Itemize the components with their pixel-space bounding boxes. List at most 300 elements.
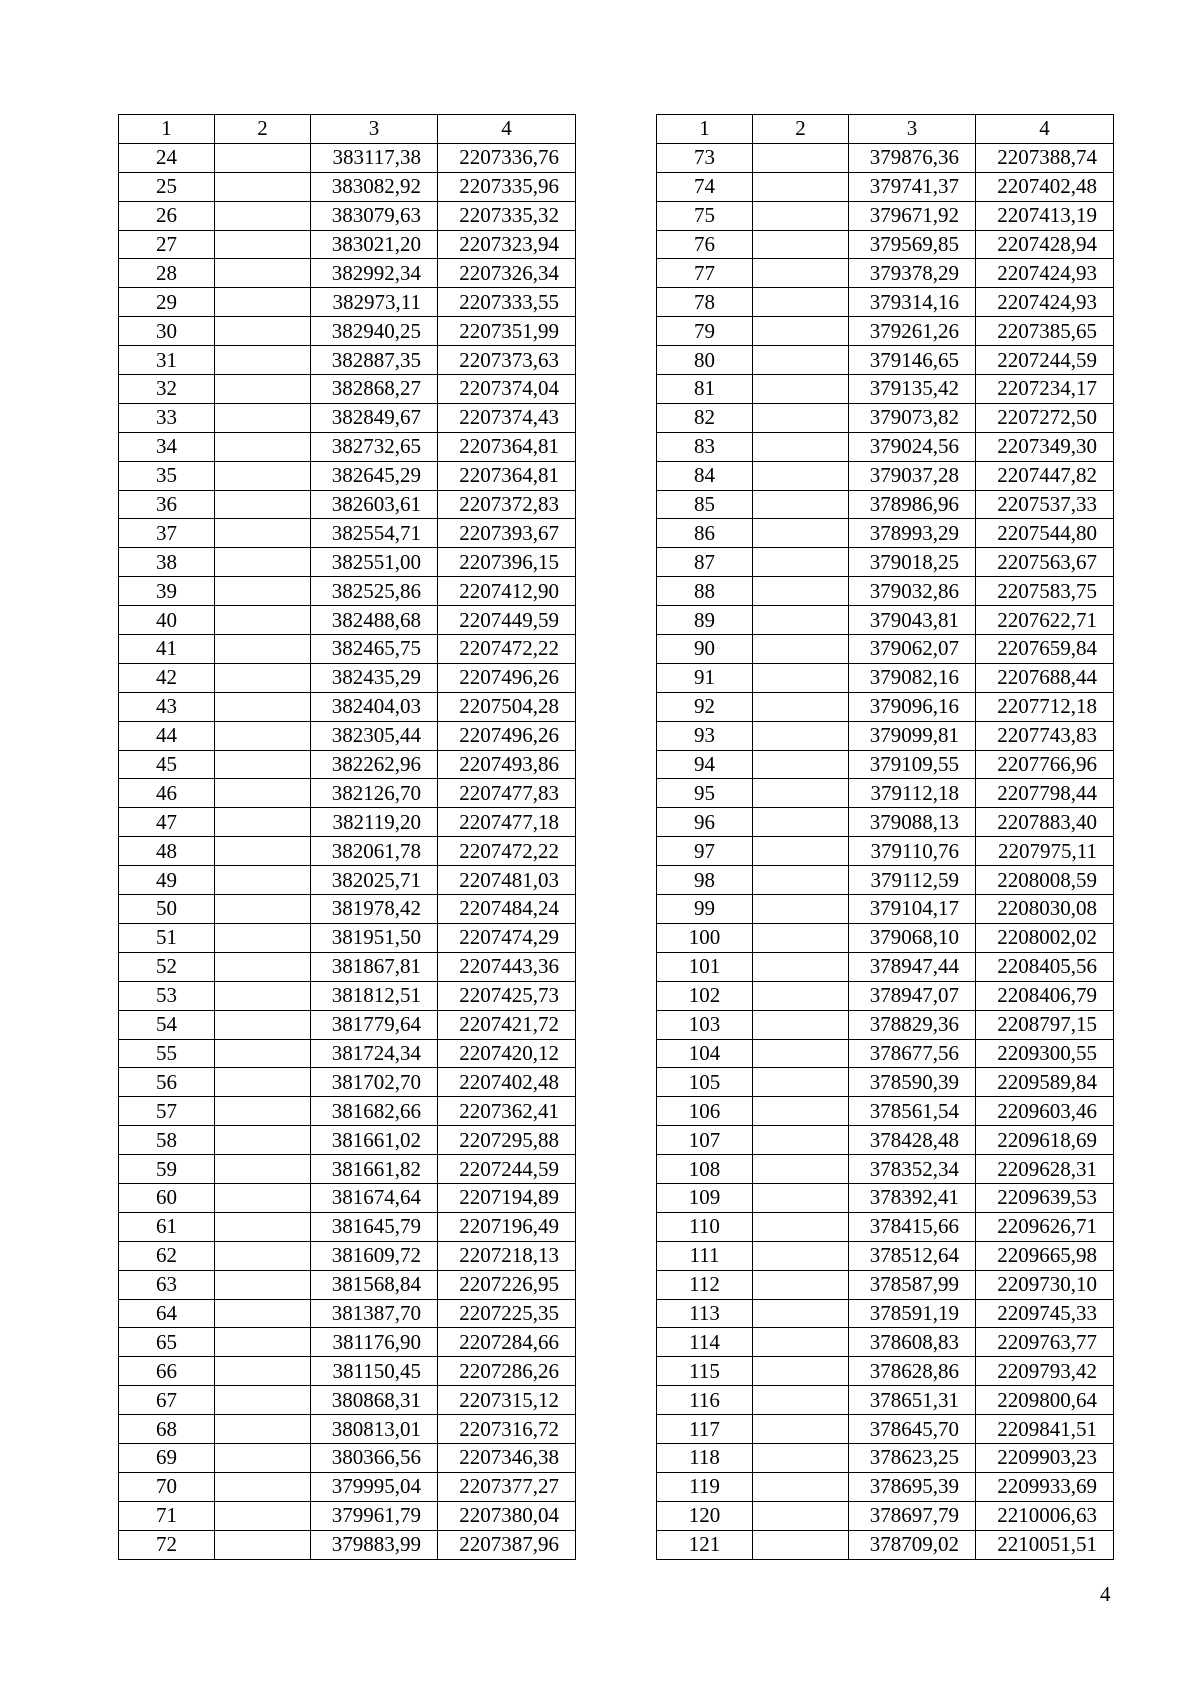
y-coordinate-cell: 2209841,51 bbox=[976, 1415, 1114, 1444]
point-number-cell: 121 bbox=[657, 1530, 753, 1559]
y-coordinate-cell: 2207373,63 bbox=[438, 346, 576, 375]
empty-cell bbox=[753, 172, 849, 201]
point-number-cell: 44 bbox=[119, 721, 215, 750]
x-coordinate-cell: 383117,38 bbox=[311, 143, 438, 172]
empty-cell bbox=[753, 779, 849, 808]
table-row bbox=[657, 1126, 1114, 1155]
x-coordinate-cell: 378829,36 bbox=[849, 1010, 976, 1039]
empty-cell bbox=[215, 837, 311, 866]
table-row bbox=[657, 1097, 1114, 1126]
x-coordinate-cell: 379883,99 bbox=[311, 1530, 438, 1559]
table-row bbox=[657, 952, 1114, 981]
empty-cell bbox=[753, 635, 849, 664]
empty-cell bbox=[215, 1443, 311, 1472]
table-row bbox=[119, 490, 576, 519]
table-row bbox=[119, 663, 576, 692]
y-coordinate-cell: 2207244,59 bbox=[976, 346, 1114, 375]
point-number-cell: 104 bbox=[657, 1039, 753, 1068]
table-row bbox=[657, 259, 1114, 288]
table-row bbox=[119, 172, 576, 201]
empty-cell bbox=[215, 403, 311, 432]
page-number: 4 bbox=[1100, 1582, 1111, 1606]
x-coordinate-cell: 381568,84 bbox=[311, 1270, 438, 1299]
table-row bbox=[119, 866, 576, 895]
empty-cell bbox=[753, 346, 849, 375]
y-coordinate-cell: 2207346,38 bbox=[438, 1443, 576, 1472]
table-row bbox=[119, 1386, 576, 1415]
empty-cell bbox=[215, 808, 311, 837]
point-number-cell: 52 bbox=[119, 952, 215, 981]
table-row bbox=[657, 1386, 1114, 1415]
x-coordinate-cell: 378986,96 bbox=[849, 490, 976, 519]
empty-cell bbox=[753, 1010, 849, 1039]
y-coordinate-cell: 2207388,74 bbox=[976, 143, 1114, 172]
table-row bbox=[657, 432, 1114, 461]
x-coordinate-cell: 379741,37 bbox=[849, 172, 976, 201]
empty-cell bbox=[753, 201, 849, 230]
table-row bbox=[119, 1501, 576, 1530]
x-coordinate-cell: 379876,36 bbox=[849, 143, 976, 172]
empty-cell bbox=[753, 895, 849, 924]
empty-cell bbox=[215, 1241, 311, 1270]
point-number-cell: 80 bbox=[657, 346, 753, 375]
point-number-cell: 65 bbox=[119, 1328, 215, 1357]
empty-cell bbox=[215, 692, 311, 721]
empty-cell bbox=[215, 201, 311, 230]
empty-cell bbox=[753, 461, 849, 490]
table-row bbox=[119, 692, 576, 721]
point-number-cell: 25 bbox=[119, 172, 215, 201]
y-coordinate-cell: 2207428,94 bbox=[976, 230, 1114, 259]
y-coordinate-cell: 2207377,27 bbox=[438, 1472, 576, 1501]
point-number-cell: 38 bbox=[119, 548, 215, 577]
table-row bbox=[657, 1010, 1114, 1039]
x-coordinate-cell: 381661,82 bbox=[311, 1155, 438, 1184]
empty-cell bbox=[753, 1328, 849, 1357]
x-coordinate-cell: 382868,27 bbox=[311, 375, 438, 404]
x-coordinate-cell: 378512,64 bbox=[849, 1241, 976, 1270]
table-row bbox=[119, 981, 576, 1010]
empty-cell bbox=[215, 1126, 311, 1155]
x-coordinate-cell: 378993,29 bbox=[849, 519, 976, 548]
table-row bbox=[657, 1155, 1114, 1184]
y-coordinate-cell: 2207420,12 bbox=[438, 1039, 576, 1068]
empty-cell bbox=[215, 721, 311, 750]
table-row bbox=[119, 1068, 576, 1097]
y-coordinate-cell: 2207622,71 bbox=[976, 606, 1114, 635]
x-coordinate-cell: 379671,92 bbox=[849, 201, 976, 230]
empty-cell bbox=[753, 923, 849, 952]
empty-cell bbox=[215, 1183, 311, 1212]
table-row bbox=[119, 808, 576, 837]
point-number-cell: 55 bbox=[119, 1039, 215, 1068]
point-number-cell: 33 bbox=[119, 403, 215, 432]
y-coordinate-cell: 2207374,43 bbox=[438, 403, 576, 432]
point-number-cell: 97 bbox=[657, 837, 753, 866]
y-coordinate-cell: 2207496,26 bbox=[438, 663, 576, 692]
empty-cell bbox=[753, 577, 849, 606]
x-coordinate-cell: 378645,70 bbox=[849, 1415, 976, 1444]
y-coordinate-cell: 2207477,18 bbox=[438, 808, 576, 837]
x-coordinate-cell: 378561,54 bbox=[849, 1097, 976, 1126]
point-number-cell: 62 bbox=[119, 1241, 215, 1270]
y-coordinate-cell: 2209628,31 bbox=[976, 1155, 1114, 1184]
header-row bbox=[119, 115, 576, 144]
point-number-cell: 117 bbox=[657, 1415, 753, 1444]
x-coordinate-cell: 379112,18 bbox=[849, 779, 976, 808]
y-coordinate-cell: 2207975,11 bbox=[976, 837, 1114, 866]
table-row bbox=[119, 1155, 576, 1184]
y-coordinate-cell: 2208002,02 bbox=[976, 923, 1114, 952]
y-coordinate-cell: 2210051,51 bbox=[976, 1530, 1114, 1559]
point-number-cell: 107 bbox=[657, 1126, 753, 1155]
x-coordinate-cell: 379088,13 bbox=[849, 808, 976, 837]
point-number-cell: 31 bbox=[119, 346, 215, 375]
y-coordinate-cell: 2208008,59 bbox=[976, 866, 1114, 895]
point-number-cell: 94 bbox=[657, 750, 753, 779]
table-row bbox=[119, 1357, 576, 1386]
point-number-cell: 99 bbox=[657, 895, 753, 924]
empty-cell bbox=[215, 895, 311, 924]
table-row bbox=[657, 1472, 1114, 1501]
y-coordinate-cell: 2207374,04 bbox=[438, 375, 576, 404]
table-row bbox=[119, 1328, 576, 1357]
table-row bbox=[119, 1183, 576, 1212]
point-number-cell: 76 bbox=[657, 230, 753, 259]
point-number-cell: 66 bbox=[119, 1357, 215, 1386]
point-number-cell: 46 bbox=[119, 779, 215, 808]
table-row bbox=[119, 259, 576, 288]
y-coordinate-cell: 2207443,36 bbox=[438, 952, 576, 981]
empty-cell bbox=[215, 1270, 311, 1299]
x-coordinate-cell: 379096,16 bbox=[849, 692, 976, 721]
y-coordinate-cell: 2207563,67 bbox=[976, 548, 1114, 577]
empty-cell bbox=[753, 432, 849, 461]
y-coordinate-cell: 2209300,55 bbox=[976, 1039, 1114, 1068]
empty-cell bbox=[215, 288, 311, 317]
x-coordinate-cell: 380868,31 bbox=[311, 1386, 438, 1415]
x-coordinate-cell: 379099,81 bbox=[849, 721, 976, 750]
empty-cell bbox=[215, 1328, 311, 1357]
empty-cell bbox=[753, 606, 849, 635]
point-number-cell: 85 bbox=[657, 490, 753, 519]
x-coordinate-cell: 378677,56 bbox=[849, 1039, 976, 1068]
empty-cell bbox=[753, 1530, 849, 1559]
point-number-cell: 43 bbox=[119, 692, 215, 721]
empty-cell bbox=[215, 1068, 311, 1097]
y-coordinate-cell: 2207351,99 bbox=[438, 317, 576, 346]
y-coordinate-cell: 2207272,50 bbox=[976, 403, 1114, 432]
x-coordinate-cell: 381978,42 bbox=[311, 895, 438, 924]
table-row bbox=[657, 981, 1114, 1010]
table-row bbox=[119, 1443, 576, 1472]
point-number-cell: 29 bbox=[119, 288, 215, 317]
table-row bbox=[657, 1299, 1114, 1328]
column-header-1: 1 bbox=[119, 115, 215, 144]
y-coordinate-cell: 2207496,26 bbox=[438, 721, 576, 750]
x-coordinate-cell: 381674,64 bbox=[311, 1183, 438, 1212]
empty-cell bbox=[215, 1039, 311, 1068]
empty-cell bbox=[753, 808, 849, 837]
y-coordinate-cell: 2207425,73 bbox=[438, 981, 576, 1010]
x-coordinate-cell: 379043,81 bbox=[849, 606, 976, 635]
y-coordinate-cell: 2208797,15 bbox=[976, 1010, 1114, 1039]
y-coordinate-cell: 2207413,19 bbox=[976, 201, 1114, 230]
y-coordinate-cell: 2207474,29 bbox=[438, 923, 576, 952]
empty-cell bbox=[215, 172, 311, 201]
empty-cell bbox=[753, 1270, 849, 1299]
empty-cell bbox=[215, 1097, 311, 1126]
empty-cell bbox=[215, 1530, 311, 1559]
point-number-cell: 81 bbox=[657, 375, 753, 404]
point-number-cell: 53 bbox=[119, 981, 215, 1010]
point-number-cell: 83 bbox=[657, 432, 753, 461]
y-coordinate-cell: 2209589,84 bbox=[976, 1068, 1114, 1097]
empty-cell bbox=[215, 317, 311, 346]
table-row bbox=[119, 143, 576, 172]
table-row bbox=[657, 663, 1114, 692]
empty-cell bbox=[753, 490, 849, 519]
empty-cell bbox=[753, 403, 849, 432]
point-number-cell: 71 bbox=[119, 1501, 215, 1530]
point-number-cell: 72 bbox=[119, 1530, 215, 1559]
x-coordinate-cell: 381387,70 bbox=[311, 1299, 438, 1328]
x-coordinate-cell: 379062,07 bbox=[849, 635, 976, 664]
empty-cell bbox=[753, 866, 849, 895]
empty-cell bbox=[215, 1415, 311, 1444]
y-coordinate-cell: 2210006,63 bbox=[976, 1501, 1114, 1530]
x-coordinate-cell: 378352,34 bbox=[849, 1155, 976, 1184]
x-coordinate-cell: 379112,59 bbox=[849, 866, 976, 895]
point-number-cell: 88 bbox=[657, 577, 753, 606]
y-coordinate-cell: 2209603,46 bbox=[976, 1097, 1114, 1126]
table-row bbox=[657, 1328, 1114, 1357]
x-coordinate-cell: 382887,35 bbox=[311, 346, 438, 375]
table-row bbox=[119, 635, 576, 664]
column-header-4: 4 bbox=[976, 115, 1114, 144]
point-number-cell: 110 bbox=[657, 1212, 753, 1241]
y-coordinate-cell: 2207449,59 bbox=[438, 606, 576, 635]
x-coordinate-cell: 382551,00 bbox=[311, 548, 438, 577]
point-number-cell: 120 bbox=[657, 1501, 753, 1530]
point-number-cell: 58 bbox=[119, 1126, 215, 1155]
table-row bbox=[119, 375, 576, 404]
x-coordinate-cell: 379378,29 bbox=[849, 259, 976, 288]
table-row bbox=[119, 1126, 576, 1155]
point-number-cell: 79 bbox=[657, 317, 753, 346]
point-number-cell: 116 bbox=[657, 1386, 753, 1415]
point-number-cell: 28 bbox=[119, 259, 215, 288]
y-coordinate-cell: 2207372,83 bbox=[438, 490, 576, 519]
table-row bbox=[657, 923, 1114, 952]
y-coordinate-cell: 2207315,12 bbox=[438, 1386, 576, 1415]
x-coordinate-cell: 379961,79 bbox=[311, 1501, 438, 1530]
x-coordinate-cell: 378947,07 bbox=[849, 981, 976, 1010]
empty-cell bbox=[215, 606, 311, 635]
y-coordinate-cell: 2209730,10 bbox=[976, 1270, 1114, 1299]
y-coordinate-cell: 2207336,76 bbox=[438, 143, 576, 172]
x-coordinate-cell: 382732,65 bbox=[311, 432, 438, 461]
point-number-cell: 100 bbox=[657, 923, 753, 952]
table-row bbox=[657, 1212, 1114, 1241]
table-row bbox=[657, 288, 1114, 317]
y-coordinate-cell: 2207424,93 bbox=[976, 288, 1114, 317]
point-number-cell: 37 bbox=[119, 519, 215, 548]
table-row bbox=[657, 1443, 1114, 1472]
x-coordinate-cell: 381812,51 bbox=[311, 981, 438, 1010]
x-coordinate-cell: 382126,70 bbox=[311, 779, 438, 808]
point-number-cell: 75 bbox=[657, 201, 753, 230]
table-row bbox=[119, 519, 576, 548]
empty-cell bbox=[753, 1357, 849, 1386]
x-coordinate-cell: 381645,79 bbox=[311, 1212, 438, 1241]
table-row bbox=[657, 143, 1114, 172]
table-row bbox=[119, 1415, 576, 1444]
empty-cell bbox=[753, 1472, 849, 1501]
x-coordinate-cell: 382404,03 bbox=[311, 692, 438, 721]
empty-cell bbox=[753, 750, 849, 779]
table-row bbox=[657, 1241, 1114, 1270]
empty-cell bbox=[753, 1212, 849, 1241]
y-coordinate-cell: 2207393,67 bbox=[438, 519, 576, 548]
table-row bbox=[119, 1472, 576, 1501]
table-row bbox=[119, 606, 576, 635]
x-coordinate-cell: 379082,16 bbox=[849, 663, 976, 692]
point-number-cell: 64 bbox=[119, 1299, 215, 1328]
y-coordinate-cell: 2207316,72 bbox=[438, 1415, 576, 1444]
point-number-cell: 68 bbox=[119, 1415, 215, 1444]
y-coordinate-cell: 2207472,22 bbox=[438, 837, 576, 866]
x-coordinate-cell: 380366,56 bbox=[311, 1443, 438, 1472]
y-coordinate-cell: 2207447,82 bbox=[976, 461, 1114, 490]
column-header-3: 3 bbox=[849, 115, 976, 144]
x-coordinate-cell: 379032,86 bbox=[849, 577, 976, 606]
x-coordinate-cell: 381609,72 bbox=[311, 1241, 438, 1270]
table-row bbox=[657, 1530, 1114, 1559]
point-number-cell: 118 bbox=[657, 1443, 753, 1472]
x-coordinate-cell: 382645,29 bbox=[311, 461, 438, 490]
point-number-cell: 59 bbox=[119, 1155, 215, 1184]
x-coordinate-cell: 382940,25 bbox=[311, 317, 438, 346]
point-number-cell: 77 bbox=[657, 259, 753, 288]
table-row bbox=[657, 866, 1114, 895]
y-coordinate-cell: 2207537,33 bbox=[976, 490, 1114, 519]
empty-cell bbox=[753, 1039, 849, 1068]
y-coordinate-cell: 2209639,53 bbox=[976, 1183, 1114, 1212]
point-number-cell: 47 bbox=[119, 808, 215, 837]
empty-cell bbox=[215, 1212, 311, 1241]
point-number-cell: 93 bbox=[657, 721, 753, 750]
empty-cell bbox=[215, 750, 311, 779]
point-number-cell: 61 bbox=[119, 1212, 215, 1241]
table-row bbox=[657, 519, 1114, 548]
x-coordinate-cell: 381724,34 bbox=[311, 1039, 438, 1068]
table-row bbox=[119, 432, 576, 461]
y-coordinate-cell: 2207226,95 bbox=[438, 1270, 576, 1299]
empty-cell bbox=[753, 1299, 849, 1328]
x-coordinate-cell: 378415,66 bbox=[849, 1212, 976, 1241]
y-coordinate-cell: 2207234,17 bbox=[976, 375, 1114, 404]
x-coordinate-cell: 379110,76 bbox=[849, 837, 976, 866]
x-coordinate-cell: 378628,86 bbox=[849, 1357, 976, 1386]
point-number-cell: 90 bbox=[657, 635, 753, 664]
empty-cell bbox=[215, 548, 311, 577]
table-row bbox=[657, 721, 1114, 750]
table-row bbox=[119, 1530, 576, 1559]
table-row bbox=[657, 1270, 1114, 1299]
table-row bbox=[119, 1039, 576, 1068]
table-row bbox=[657, 403, 1114, 432]
table-row bbox=[119, 548, 576, 577]
empty-cell bbox=[215, 635, 311, 664]
table-row bbox=[119, 288, 576, 317]
empty-cell bbox=[215, 259, 311, 288]
x-coordinate-cell: 381779,64 bbox=[311, 1010, 438, 1039]
x-coordinate-cell: 382488,68 bbox=[311, 606, 438, 635]
y-coordinate-cell: 2207380,04 bbox=[438, 1501, 576, 1530]
y-coordinate-cell: 2207472,22 bbox=[438, 635, 576, 664]
header-row bbox=[657, 115, 1114, 144]
x-coordinate-cell: 379068,10 bbox=[849, 923, 976, 952]
empty-cell bbox=[215, 375, 311, 404]
x-coordinate-cell: 379135,42 bbox=[849, 375, 976, 404]
column-header-2: 2 bbox=[215, 115, 311, 144]
point-number-cell: 56 bbox=[119, 1068, 215, 1097]
point-number-cell: 57 bbox=[119, 1097, 215, 1126]
point-number-cell: 86 bbox=[657, 519, 753, 548]
table-row bbox=[119, 1241, 576, 1270]
point-number-cell: 113 bbox=[657, 1299, 753, 1328]
empty-cell bbox=[753, 288, 849, 317]
empty-cell bbox=[753, 519, 849, 548]
point-number-cell: 105 bbox=[657, 1068, 753, 1097]
y-coordinate-cell: 2207387,96 bbox=[438, 1530, 576, 1559]
y-coordinate-cell: 2207883,40 bbox=[976, 808, 1114, 837]
y-coordinate-cell: 2207402,48 bbox=[438, 1068, 576, 1097]
y-coordinate-cell: 2207364,81 bbox=[438, 461, 576, 490]
y-coordinate-cell: 2207335,32 bbox=[438, 201, 576, 230]
table-body bbox=[119, 143, 576, 1559]
y-coordinate-cell: 2208030,08 bbox=[976, 895, 1114, 924]
column-header-4: 4 bbox=[438, 115, 576, 144]
empty-cell bbox=[215, 143, 311, 172]
table-row bbox=[657, 317, 1114, 346]
point-number-cell: 98 bbox=[657, 866, 753, 895]
x-coordinate-cell: 382849,67 bbox=[311, 403, 438, 432]
x-coordinate-cell: 382025,71 bbox=[311, 866, 438, 895]
point-number-cell: 30 bbox=[119, 317, 215, 346]
empty-cell bbox=[753, 1386, 849, 1415]
y-coordinate-cell: 2207493,86 bbox=[438, 750, 576, 779]
empty-cell bbox=[753, 663, 849, 692]
column-header-3: 3 bbox=[311, 115, 438, 144]
point-number-cell: 112 bbox=[657, 1270, 753, 1299]
x-coordinate-cell: 379995,04 bbox=[311, 1472, 438, 1501]
empty-cell bbox=[215, 663, 311, 692]
x-coordinate-cell: 382119,20 bbox=[311, 808, 438, 837]
point-number-cell: 27 bbox=[119, 230, 215, 259]
point-number-cell: 40 bbox=[119, 606, 215, 635]
point-number-cell: 74 bbox=[657, 172, 753, 201]
y-coordinate-cell: 2207688,44 bbox=[976, 663, 1114, 692]
empty-cell bbox=[753, 1097, 849, 1126]
x-coordinate-cell: 378651,31 bbox=[849, 1386, 976, 1415]
y-coordinate-cell: 2207402,48 bbox=[976, 172, 1114, 201]
y-coordinate-cell: 2208406,79 bbox=[976, 981, 1114, 1010]
x-coordinate-cell: 382435,29 bbox=[311, 663, 438, 692]
table-row bbox=[657, 635, 1114, 664]
empty-cell bbox=[215, 981, 311, 1010]
